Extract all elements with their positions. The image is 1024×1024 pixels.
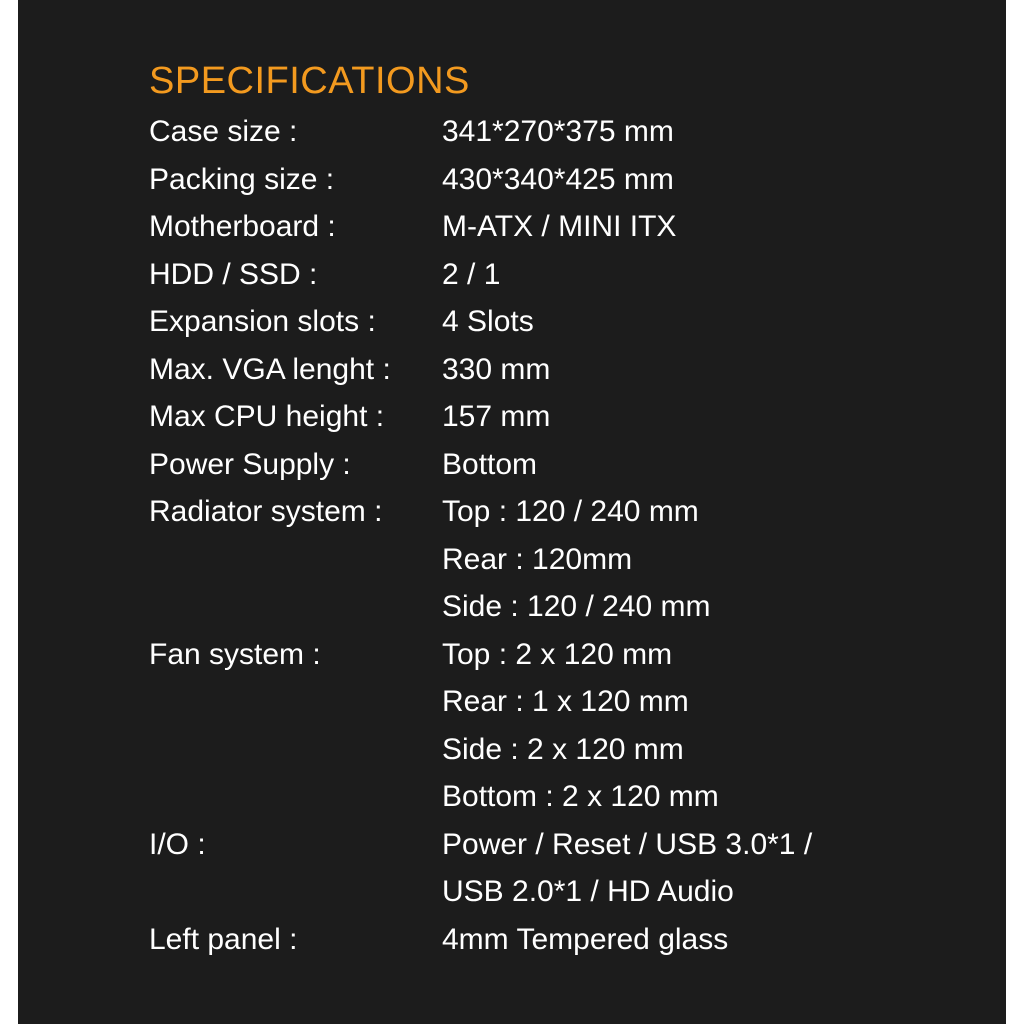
spec-row-fan-system — [149, 631, 1009, 679]
spec-label: Max CPU height : — [149, 400, 385, 433]
spec-row-fan-side — [149, 726, 1009, 774]
spec-value: M-ATX / MINI ITX — [442, 210, 677, 243]
spec-value: Top : 120 / 240 mm — [442, 495, 699, 528]
spec-row-fan-rear — [149, 678, 1009, 726]
spec-value: 4mm Tempered glass — [442, 922, 729, 956]
spec-value: Side : 2 x 120 mm — [442, 732, 684, 766]
spec-label: Radiator system : — [149, 495, 383, 528]
spec-label: Expansion slots : — [149, 305, 376, 338]
spec-row-hdd-ssd — [149, 251, 1009, 299]
spec-label: Motherboard : — [149, 210, 336, 243]
spec-value: Power / Reset / USB 3.0*1 / — [442, 827, 813, 861]
spec-label: HDD / SSD : — [149, 257, 318, 291]
spec-label: Left panel : — [149, 922, 298, 956]
spec-row-max-cpu-height — [149, 393, 1009, 441]
spec-label: Packing size : — [149, 162, 335, 196]
spec-row-left-panel — [149, 916, 1009, 964]
spec-label: Power Supply : — [149, 447, 351, 481]
spec-row-radiator-rear — [149, 536, 1009, 584]
spec-row-max-vga-length — [149, 346, 1009, 394]
spec-value: 430*340*425 mm — [442, 162, 674, 196]
spec-label: Max. VGA lenght : — [149, 352, 391, 386]
spec-row-fan-bottom — [149, 773, 1009, 821]
spec-row-motherboard — [149, 203, 1009, 251]
specifications-title: SPECIFICATIONS — [149, 60, 470, 102]
spec-value: Side : 120 / 240 mm — [442, 590, 711, 623]
spec-value: 330 mm — [442, 352, 551, 386]
spec-label: Case size : — [149, 115, 298, 148]
spec-row-io — [149, 821, 1009, 869]
spec-value: 4 Slots — [442, 305, 534, 338]
spec-value: Top : 2 x 120 mm — [442, 637, 673, 671]
spec-value: Bottom : 2 x 120 mm — [442, 780, 719, 813]
spec-row-radiator-side — [149, 583, 1009, 631]
spec-value: USB 2.0*1 / HD Audio — [442, 875, 734, 908]
spec-row-radiator-system — [149, 488, 1009, 536]
spec-row-packing-size — [149, 156, 1009, 204]
spec-label: I/O : — [149, 827, 206, 861]
spec-value: Rear : 1 x 120 mm — [442, 685, 689, 718]
spec-row-expansion-slots — [149, 298, 1009, 346]
spec-row-case-size — [149, 108, 1009, 156]
spec-label: Fan system : — [149, 637, 321, 671]
spec-value: Bottom — [442, 447, 538, 481]
spec-row-power-supply — [149, 441, 1009, 489]
spec-list — [149, 108, 1009, 963]
spec-panel — [18, 0, 1006, 1024]
spec-value: 157 mm — [442, 400, 551, 433]
spec-row-io-continued — [149, 868, 1009, 916]
spec-value: 2 / 1 — [442, 257, 501, 291]
spec-value: Rear : 120mm — [442, 542, 633, 576]
spec-value: 341*270*375 mm — [442, 115, 674, 148]
